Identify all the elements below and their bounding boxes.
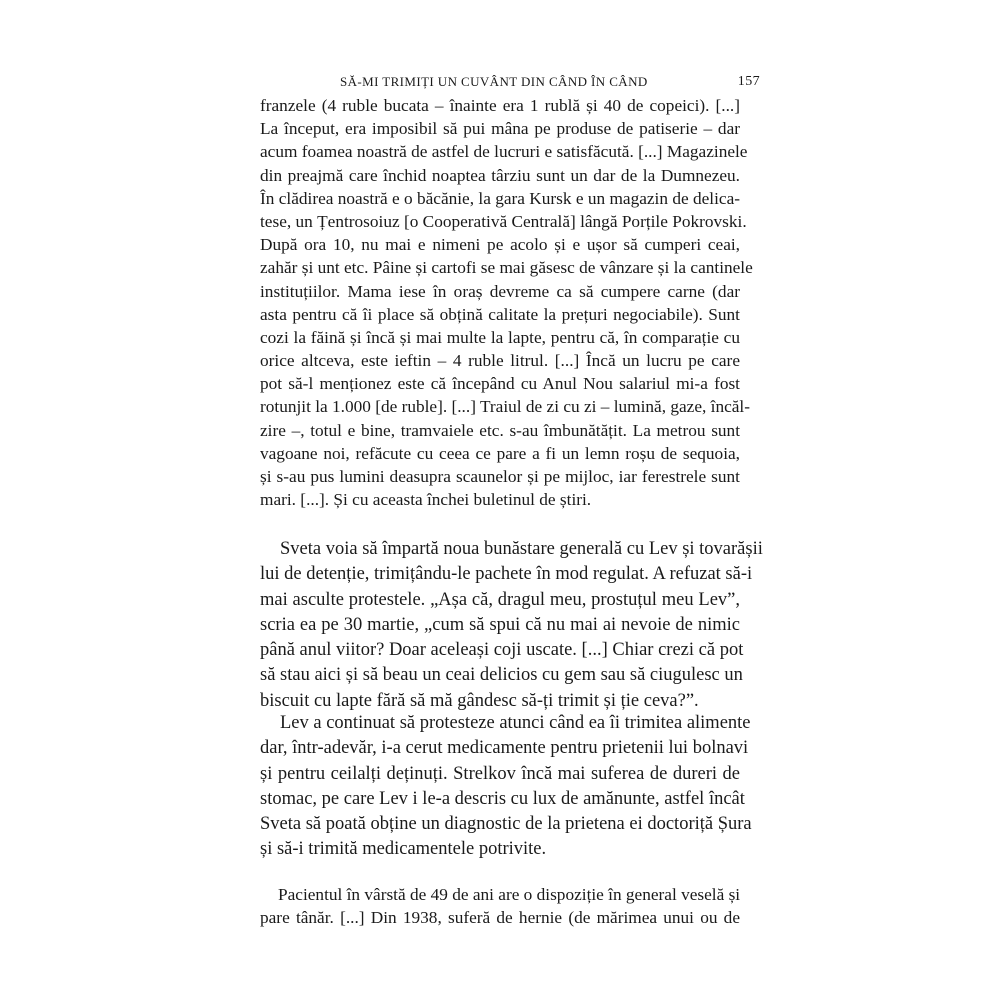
text-line: zire –, totul e bine, tramvaiele etc. s-au îmbunătățit. La metrou sunt [260, 420, 740, 440]
text-line: și s-au pus lumini deasupra scaunelor și pe mijloc, iar ferestrele sunt [260, 467, 740, 486]
text-line: pare tânăr. [...] Din 1938, suferă de hernie (de mărimea unui ou de [260, 908, 740, 928]
text-line: și pentru ceilalți deținuți. Strelkov încă mai suferea de dureri de [260, 763, 740, 784]
text-line: biscuit cu lapte fără să mă gândesc să-ți trimit și ție ceva?”. [260, 690, 699, 711]
quote-block-patient [260, 883, 740, 929]
text-line: din preajmă care închid noaptea târziu sunt un dar de la Dumnezeu. [260, 165, 740, 185]
text-line: și să-i trimită medicamentele potrivite. [260, 839, 547, 860]
text-line: cozi la făină și încă și mai multe la lapte, pentru că, în comparație cu [260, 327, 740, 347]
text-line: instituțiilor. Mama iese în oraș devreme ca să cumpere carne (dar [260, 281, 740, 301]
text-line: până anul viitor? Doar aceleași coji uscate. [...] Chiar crezi că pot [260, 640, 744, 661]
text-line: Sveta să poată obține un diagnostic de la prietena ei doctoriță Șura [260, 814, 752, 835]
text-line: acum foamea noastră de astfel de lucruri e satisfăcută. [...] Magazinele [260, 142, 748, 162]
text-line: În clădirea noastră e o băcănie, la gara Kursk e un magazin de delica- [260, 188, 740, 208]
running-head [240, 74, 760, 94]
text-line: zahăr și unt etc. Pâine și cartofi se mai găsesc de vânzare și la cantinele [260, 258, 753, 278]
text-line: dar, într-adevăr, i-a cerut medicamente pentru prietenii lui bolnavi [260, 738, 749, 759]
text-line: Pacientul în vârstă de 49 de ani are o dispoziție în general veselă și [278, 885, 741, 904]
text-line: tese, un Țentrosoiuz [o Cooperativă Centrală] lângă Porțile Pokrovski. [260, 211, 747, 231]
text-line: stomac, pe care Lev i le-a descris cu lux de amănunte, astfel încât [260, 788, 745, 809]
text-line: franzele (4 ruble bucata – înainte era 1 rublă și 40 de copeici). [...] [260, 96, 740, 115]
text-line: rotunjit la 1.000 [de ruble]. [...] Traiul de zi cu zi – lumină, gaze, încăl- [260, 397, 750, 417]
text-line: asta pentru că îi place să obțină calitate la prețuri negociabile). Sunt [260, 304, 740, 324]
text-line: La început, era imposibil să pui mâna pe produse de patiserie – dar [260, 119, 740, 139]
text-line: După ora 10, nu mai e nimeni pe acolo și e ușor să cumperi ceai, [260, 235, 740, 255]
paragraph-sveta [260, 537, 763, 714]
quote-block-letter [260, 94, 753, 511]
text-line: orice altceva, este ieftin – 4 ruble litrul. [...] Încă un lucru pe care [260, 351, 740, 371]
text-line: Lev a continuat să protesteze atunci când ea îi trimitea alimente [280, 713, 751, 733]
text-line: mari. [...]. Și cu aceasta închei buletinul de știri. [260, 490, 592, 510]
text-line: Sveta voia să împartă noua bunăstare generală cu Lev și tovarășii [280, 539, 763, 559]
page-number: 157 [737, 74, 760, 89]
text-line: lui de detenție, trimițându-le pachete în mod regulat. A refuzat să-i [260, 564, 753, 585]
paragraph-lev [260, 711, 752, 863]
running-title: SĂ-MI TRIMIȚI UN CUVÂNT DIN CÂND ÎN CÂND [340, 74, 648, 89]
text-line: pot să-l menționez este că începând cu Anul Nou salariul mi-a fost [260, 374, 740, 394]
text-line: vagoane noi, refăcute cu ceea ce pare a fi un lemn roșu de sequoia, [260, 443, 740, 463]
text-line: să stau aici și să beau un ceai delicios cu gem sau să ciugulesc un [260, 665, 743, 686]
text-line: scria ea pe 30 martie, „cum să spui că nu mai ai nevoie de nimic [260, 614, 740, 635]
text-line: mai asculte protestele. „Așa că, dragul meu, prostuțul meu Lev”, [260, 589, 740, 610]
